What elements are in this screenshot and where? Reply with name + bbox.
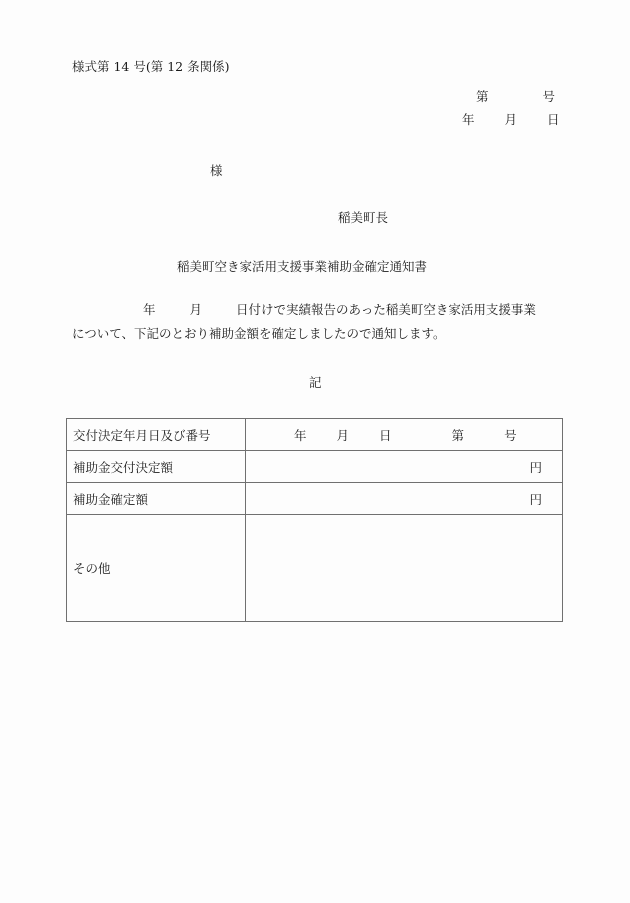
- body-year: 年: [143, 302, 156, 317]
- decision-date-number-field[interactable]: [246, 419, 563, 451]
- details-table: [66, 418, 563, 622]
- grant-decision-amount-field[interactable]: [246, 451, 563, 483]
- row-label: その他: [67, 515, 246, 622]
- table-row: [67, 419, 563, 451]
- addressee-honorific: 様: [210, 163, 223, 178]
- cell-no-suffix: 号: [504, 427, 517, 443]
- cell-day: 日: [379, 427, 392, 443]
- document-date: [462, 110, 560, 128]
- grant-confirmed-amount-field[interactable]: [246, 483, 563, 515]
- cell-month: 月: [336, 427, 350, 443]
- date-day: 日: [547, 112, 560, 127]
- document-title: 稲美町空き家活用支援事業補助金確定通知書: [177, 259, 428, 274]
- yen-unit: 円: [529, 491, 542, 507]
- other-notes-field[interactable]: [246, 515, 563, 622]
- cell-no-prefix: 第: [451, 427, 465, 443]
- table-row: [67, 515, 563, 622]
- cell-year: 年: [294, 427, 307, 443]
- row-label: 交付決定年月日及び番号: [67, 419, 246, 451]
- body-month: 月: [189, 302, 203, 317]
- row-label: 補助金交付決定額: [67, 451, 246, 483]
- document-number: [476, 87, 555, 105]
- date-year: 年: [462, 112, 475, 127]
- table-row: [67, 483, 563, 515]
- sender-name: 稲美町長: [338, 210, 389, 225]
- form-number: 様式第 14 号(第 12 条関係): [72, 59, 230, 74]
- body-line1-rest: 日付けで実績報告のあった稲美町空き家活用支援事業: [236, 302, 536, 317]
- body-line-2: について、下記のとおり補助金額を確定しましたので通知します。: [72, 326, 446, 341]
- table-row: [67, 451, 563, 483]
- ki-marker: 記: [309, 375, 322, 390]
- body-line-1: [143, 300, 536, 318]
- doc-no-suffix: 号: [542, 89, 556, 104]
- yen-unit: 円: [529, 459, 542, 475]
- date-month: 月: [504, 112, 518, 127]
- doc-no-prefix: 第: [476, 89, 489, 104]
- row-label: 補助金確定額: [67, 483, 246, 515]
